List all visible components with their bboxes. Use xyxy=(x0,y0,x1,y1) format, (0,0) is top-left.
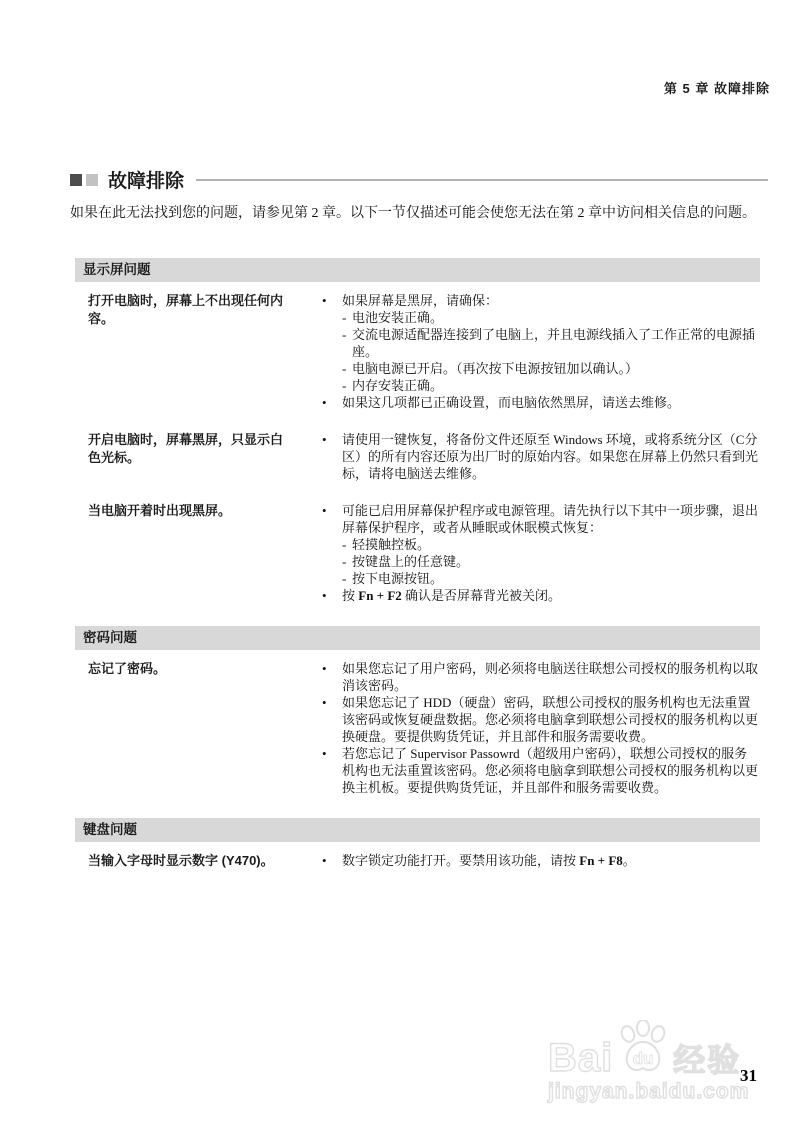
title-square-light-icon xyxy=(86,174,98,186)
solution-text: • 若您忘记了 Supervisor Passowrd（超级用户密码），联想公司授权的服务机构也无法重置该密码。您必须将电脑拿到联想公司授权的服务机构以更换主机板。要提供购货凭证，并且部件和服务需要收费。 xyxy=(342,746,759,795)
solution-text: • 可能已启用屏幕保护程序或电源管理。请先执行以下其中一项步骤，退出屏幕保护程序，或者从睡眠或休眠模式恢复： xyxy=(342,503,759,535)
title-rule xyxy=(196,179,768,181)
solution-cell xyxy=(307,660,760,796)
paw-icon xyxy=(615,1020,671,1078)
solution-text: • 如果屏幕是黑屏，请确保： xyxy=(342,293,499,308)
watermark xyxy=(548,1020,784,1104)
problem-cell: 当输入字母时显示数字 (Y470)。 xyxy=(88,853,274,868)
solution-text: • 数字锁定功能打开。要禁用该功能，请按 Fn + F8。 xyxy=(342,853,636,868)
troubleshooting-table xyxy=(75,258,760,880)
solution-subitem: - 内存安装正确。 xyxy=(342,377,760,394)
table-row xyxy=(75,842,760,880)
solution-text: • 如果这几项都已正确设置，而电脑依然黑屏，请送去维修。 xyxy=(342,395,681,410)
section-header: 显示屏问题 xyxy=(75,258,760,282)
solution-bullet xyxy=(320,394,760,411)
solution-bullet xyxy=(320,431,760,482)
solution-bullet xyxy=(320,587,760,604)
running-header: 第 5 章 故障排除 xyxy=(663,81,770,96)
section-header: 键盘问题 xyxy=(75,818,760,842)
section-header: 密码问题 xyxy=(75,626,760,650)
solution-cell xyxy=(307,852,760,870)
table-row xyxy=(75,282,760,421)
solution-bullet xyxy=(320,502,760,587)
problem-cell: 开启电脑时，屏幕黑屏，只显示白色光标。 xyxy=(88,432,284,465)
solution-subitem: - 交流电源适配器连接到了电脑上，并且电源线插入了工作正常的电源插座。 xyxy=(342,326,760,360)
intro-paragraph: 如果在此无法找到您的问题，请参见第 2 章。以下一节仅描述可能会使您无法在第 2 章中访问相关信息的问题。 xyxy=(70,206,756,221)
solution-cell xyxy=(307,431,760,482)
watermark-url: jingyan.baidu.com xyxy=(548,1080,750,1103)
solution-text: • 如果您忘记了用户密码，则必须将电脑送往联想公司授权的服务机构以取消该密码。 xyxy=(342,661,759,693)
solution-bullet xyxy=(320,745,760,796)
watermark-cn-text: 经验 xyxy=(673,1041,742,1078)
solution-text: • 按 Fn + F2 确认是否屏幕背光被关闭。 xyxy=(342,588,562,603)
title-block xyxy=(70,166,768,193)
solution-text: • 如果您忘记了 HDD（硬盘）密码，联想公司授权的服务机构也无法重置该密码或恢复硬盘数据。您必须将电脑拿到联想公司授权的服务机构以更换硬盘。要提供购货凭证，并且部件和服务需要收费。 xyxy=(342,695,759,744)
problem-cell: 当电脑开着时出现黑屏。 xyxy=(88,503,232,518)
watermark-bai-text: Bai xyxy=(548,1036,614,1080)
solution-bullet xyxy=(320,660,760,694)
problem-cell: 打开电脑时，屏幕上不出现任何内容。 xyxy=(88,293,284,326)
solution-bullet xyxy=(320,852,760,869)
solution-cell xyxy=(307,502,760,604)
page-number: 31 xyxy=(740,1066,757,1085)
solution-cell xyxy=(307,292,760,411)
table-row xyxy=(75,421,760,492)
watermark-du-text: du xyxy=(632,1049,654,1068)
problem-cell: 忘记了密码。 xyxy=(88,661,167,676)
solution-subitem: - 电池安装正确。 xyxy=(342,309,760,326)
solution-subitem: - 按下电源按钮。 xyxy=(342,570,760,587)
table-row xyxy=(75,492,760,614)
solution-bullet xyxy=(320,694,760,745)
title-square-dark-icon xyxy=(70,174,82,186)
solution-subitem: - 按键盘上的任意键。 xyxy=(342,553,760,570)
solution-subitem: - 轻摸触控板。 xyxy=(342,536,760,553)
solution-text: • 请使用一键恢复，将备份文件还原至 Windows 环境，或将系统分区（C分区）的所有内容还原为出厂时的原始内容。如果您在屏幕上仍然只看到光标，请将电脑送去维修。 xyxy=(342,432,759,481)
page-title: 故障排除 xyxy=(108,171,185,192)
table-row xyxy=(75,650,760,806)
solution-bullet xyxy=(320,292,760,394)
solution-subitem: - 电脑电源已开启。（再次按下电源按钮加以确认。） xyxy=(342,360,760,377)
